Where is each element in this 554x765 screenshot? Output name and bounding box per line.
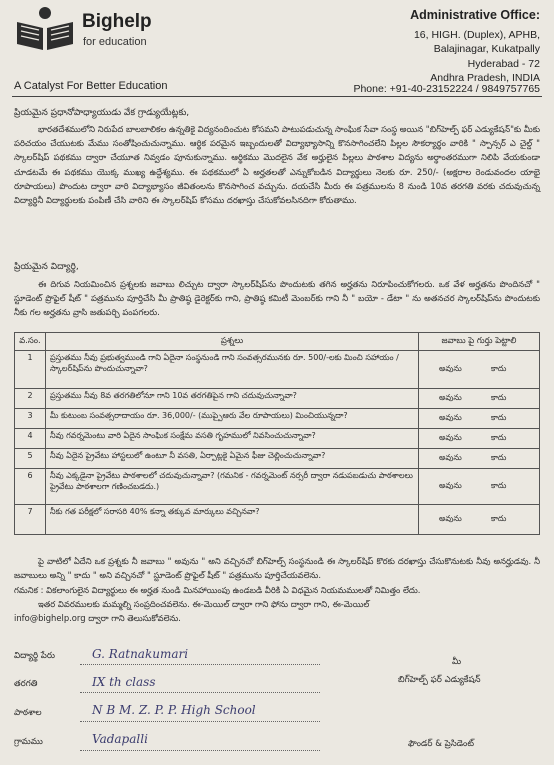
signature-role: ఫౌండర్ & ప్రెసిడెంట్ <box>408 739 474 749</box>
row-number: 1 <box>15 351 46 389</box>
header-questions: ప్రశ్నలు <box>46 333 419 351</box>
answer-no[interactable]: కాదు <box>491 413 507 422</box>
school-value[interactable]: N B M. Z. P. P. High School <box>92 703 256 717</box>
signature-organization: బిగ్‌హెల్ప్ ఫర్ ఎడ్యుకేషన్ <box>398 675 481 685</box>
answer-no[interactable]: కాదు <box>491 453 507 462</box>
answer-cell[interactable] <box>419 351 540 389</box>
contact-email: info@bighelp.org ద్వారా గాని తెలుసుకోవలెను. <box>14 613 181 623</box>
answer-yes[interactable]: అవును <box>439 514 462 523</box>
answer-cell[interactable] <box>419 409 540 429</box>
brand-name: Bighelp <box>82 11 152 32</box>
salutation-student: ప్రియమైన విద్యార్థి, <box>14 262 79 272</box>
address-line-2: Balajinagar, Kukatpally <box>433 43 540 55</box>
row-number: 3 <box>15 409 46 429</box>
answer-yes[interactable]: అవును <box>439 481 462 490</box>
answer-cell[interactable] <box>419 469 540 505</box>
question-text: నీవు గవర్నమెంటు వారి ఏదైన సాంఘిక సంక్షేమ వసతి గృహములో నివసించుచున్నావా? <box>46 429 419 449</box>
signature-yours: మీ <box>452 657 462 667</box>
answer-cell[interactable] <box>419 389 540 409</box>
question-text: మీ కుటుంబ సంవత్సరాదాయం రూ. 36,000/- (ముప్పైఆరు వేల రూపాయలు) మించియున్నదా? <box>46 409 419 429</box>
address-line-1: 16, HIGH. (Duplex), APHB, <box>413 28 540 41</box>
phone-number: Phone: +91-40-23152224 / 9849757765 <box>353 83 540 95</box>
header-divider <box>12 96 542 97</box>
answer-no[interactable]: కాదు <box>491 481 507 490</box>
question-text: నీకు గత పరీక్షలో సరాసరి 40% కన్నా తక్కువ మార్కులు వచ్చినవా? <box>46 505 419 535</box>
address-line-3: Hyderabad - 72 <box>467 57 540 70</box>
row-number: 6 <box>15 469 46 505</box>
table-row <box>15 351 540 389</box>
answer-yes[interactable]: అవును <box>439 393 462 402</box>
question-text: ప్రస్తుతము నీవు ప్రభుత్వముండి గాని ఏదైనా సంస్థనుండి గాని సంవత్సరమునకు రూ. 500/-లకు మించి సహాయం / స్కాలర్‌షిప్‌ను పొందుచున్నావా? <box>46 351 419 389</box>
answer-cell[interactable] <box>419 429 540 449</box>
table-row <box>15 429 540 449</box>
office-title: Administrative Office: <box>410 8 540 22</box>
student-name-label: విద్యార్థి పేరు <box>14 651 55 661</box>
answer-yes[interactable]: అవును <box>439 364 462 373</box>
brand-subtitle: for education <box>83 36 147 48</box>
class-line <box>80 692 320 693</box>
student-name-value[interactable]: G. Ratnakumari <box>92 647 189 661</box>
class-value[interactable]: IX th class <box>92 675 156 689</box>
table-row <box>15 409 540 429</box>
village-label: గ్రామము <box>14 737 43 747</box>
question-text: ప్రస్తుతము నీవు 8వ తరగతిలోనూ గాని 10వ తరగతిపైన గాని చదువుచున్నావా? <box>46 389 419 409</box>
answer-yes[interactable]: అవును <box>439 453 462 462</box>
tagline: A Catalyst For Better Education <box>14 80 168 92</box>
table-row <box>15 505 540 535</box>
answer-yes[interactable]: అవును <box>439 413 462 422</box>
school-label: పాఠశాల <box>14 708 42 718</box>
answer-no[interactable]: కాదు <box>491 393 507 402</box>
header-answers: జవాబు పై గుర్తు పెట్టాలి <box>419 333 540 351</box>
salutation-headmaster: ప్రియమైన ప్రధానోపాధ్యాయుడు వేక గ్రాడ్యుయేట్లకు, <box>14 108 190 118</box>
row-number: 4 <box>15 429 46 449</box>
letter-paragraph-2: ఈ దిగువ నియమించిన ప్రశ్నలకు జవాబు లిచ్చుట ద్వారా స్కాలర్‌షిప్‌ను పొందుటకు తగిన అర్హతను నిరూపించుకోగలరు. ఒక వేళ అర్హతను పొందినచో " స్టూడెంట్ ప్రొఫైల్ షీట్ " పత్రమును పూర్తిచేసి మీ ప్రాతిష్ఠ డైరెక్టర్‌కు గాని, ప్రాతిష్ఠ కమిటీ మెంబర్‌కు గాని నీ " బయో - డేటా " ను అతనచర స్కాలర్‌షిప్‌ను పొందుటకు నీకు గల అర్హతను వ్రాసి జతుపర్చి పంపగలరు. <box>14 279 540 318</box>
answer-no[interactable]: కాదు <box>491 364 507 373</box>
answer-cell[interactable] <box>419 449 540 469</box>
contact-note: ఇతర వివరములకు మమ్మల్ని సంప్రదించవలెను. ఈ-మెయిల్ ద్వారా గాని ఫోను ద్వారా గాని, ఈ-మెయిల్ <box>38 599 370 609</box>
student-name-line <box>80 664 320 665</box>
row-number: 5 <box>15 449 46 469</box>
table-row <box>15 449 540 469</box>
village-line <box>80 750 320 751</box>
bighelp-book-logo-icon <box>13 4 77 52</box>
question-text: నీవు ఎక్కడైనా ప్రైవేటు పాఠశాలలో చదువుచున్నావా? (గమనిక - గవర్నమెంట్ నర్సరీ ద్వారా నడుపబడుచు పాఠశాలలు ప్రైవేటు పాఠశాలగా గణించబడదు.) <box>46 469 419 505</box>
eligibility-table <box>14 332 540 535</box>
address-line-4: Andhra Pradesh, INDIA <box>430 72 540 84</box>
row-number: 2 <box>15 389 46 409</box>
answer-cell[interactable] <box>419 505 540 535</box>
question-text: నీవు ఏదైన ప్రైవేటు హాస్టలులో ఉంటూ నీ వసతి, ఏర్పాట్లకై ఏమైన ఫీజు చెల్లించుచున్నావా? <box>46 449 419 469</box>
header-number: వ.సం. <box>15 333 46 351</box>
office-address <box>353 8 540 95</box>
village-value[interactable]: Vadapalli <box>92 732 148 746</box>
table-header-row <box>15 333 540 351</box>
answer-yes[interactable]: అవును <box>439 433 462 442</box>
eligibility-note: పై వాటిలో ఏదేని ఒక ప్రశ్నకు నీ జవాబు " అవును " అని వచ్చినచో బిగ్‌హెల్ప్ సంస్థనుండి ఈ స్కాలర్‌షిప్ కొరకు దరఖాస్తు చేసుకొనుటకు నీవు అనర్హుడవు. నీ జవాబులు అన్ని " కాదు " అని వచ్చినచో " స్టూడెంట్ ప్రొఫైల్ షీట్ " పత్రమును పూర్తిచేయవలెను. <box>14 556 540 581</box>
class-label: తరగతి <box>14 679 38 689</box>
row-number: 7 <box>15 505 46 535</box>
table-row <box>15 389 540 409</box>
school-line <box>80 721 320 722</box>
answer-no[interactable]: కాదు <box>491 514 507 523</box>
disability-note: గమనిక : వికలాంగులైన విద్యార్థులు ఈ అర్హత నుండి మినహాయింపు ఉండబడి వీరికి ఏ విధమైన నియమములతో నిమిత్తం లేదు. <box>14 585 421 595</box>
letter-paragraph-1: భారతదేశములోని నిరుపేద బాలబాలికల ఉన్నతికై విద్యనందించుట కోసమని పాటుపడుచున్న సాంఘిక సేవా సంస్థ అయిన "బిగ్‌హెల్ప్ ఫర్ ఎడ్యుకేషన్"కు మీకు పరిచయం చేయుటకు మేము సంతోషించుచున్నాము. ఆర్థిక పరమైన ఇబ్బందులతో విద్యాభ్యాసాన్ని కొనసాగించలేని పిల్లల సౌకర్యార్థం వారికి " స్పాన్సర్ ఎ చైల్డ్ " స్కాలర్‌షిప్ పథకము ద్వారా చేయూత నివ్వడం పూనుకున్నాము. ఆర్థికము మొదలైన వేక అర్హులైన పిల్లలు పాఠశాల విద్యను అర్థాంతరముగా నిలిపి వేయకుండా చూడటమే ఈ పథకము యొక్క ముఖ్య ఉద్దేశ్యము. ఈ పథకములో ఏ అర్హతలతో ఎన్నుకోబడిన విద్యార్థులు నెలకు రూ. 250/- (అక్షరాల రెండువందల యాభై రూపాయలు) పొందుట ద్వారా వారి విద్యాభ్యాసం జీవితంలను కొనసాగించ వచ్చును. దయచేసి మీరు ఈ పత్రములను 8 నుండి 10వ తరగతి వరకు చదువుచున్న విద్యార్థినీ విద్యార్థులకు పంపిణీ చేసి వారిని ఈ స్కాలర్‌షిప్ కోసము దరఖాస్తు చేసుకోవలసినదిగా కోరుతాము. <box>14 124 540 206</box>
answer-no[interactable]: కాదు <box>491 433 507 442</box>
table-row <box>15 469 540 505</box>
